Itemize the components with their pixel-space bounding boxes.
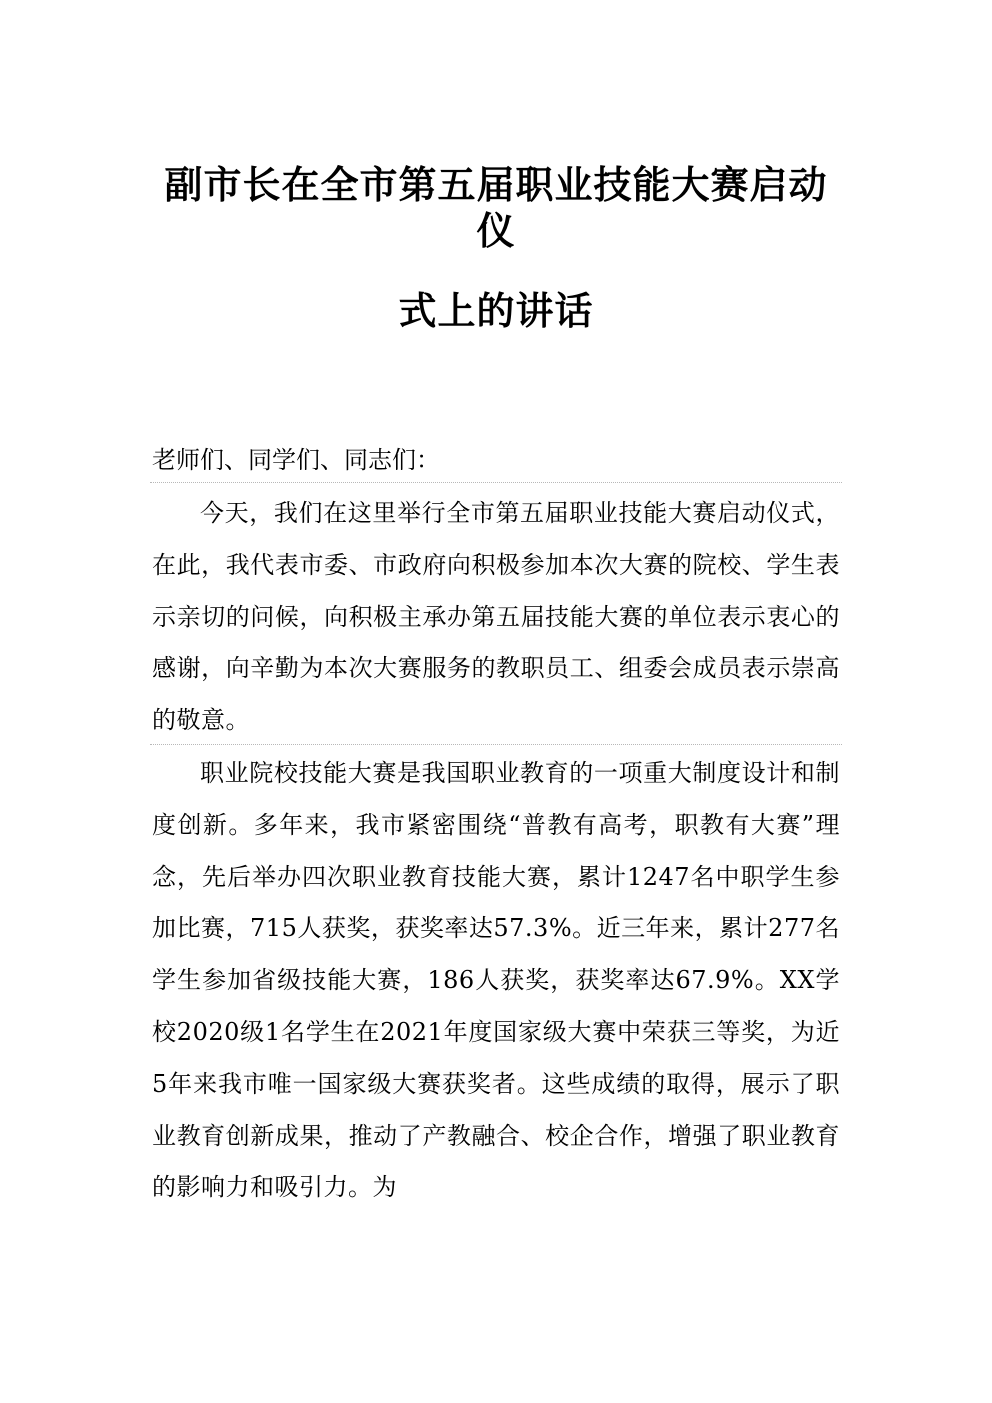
divider bbox=[150, 744, 842, 745]
divider bbox=[150, 482, 842, 483]
salutation: 老师们、同学们、同志们： bbox=[152, 446, 440, 474]
document-title-line-2: 式上的讲话 bbox=[398, 289, 594, 333]
paragraph: 职业院校技能大赛是我国职业教育的一项重大制度设计和制度创新。多年来，我市紧密围绕“普教有高考，职教有大赛”理念，先后举办四次职业教育技能大赛，累计1247名中职学生参加比赛，715人获奖，获奖率达57.3%。近三年来，累计277名学生参加省级技能大赛，186人获奖，获奖率达67.9%。XX学校2020级1名学生在2021年度国家级大赛中荣获三等奖，为近5年来我市唯一国家级大赛获奖者。这些成绩的取得，展示了职业教育创新成果，推动了产教融合、校企合作，增强了职业教育的影响力和吸引力。为 bbox=[152, 759, 840, 1202]
paragraph: 今天，我们在这里举行全市第五届职业技能大赛启动仪式，在此，我代表市委、市政府向积极参加本次大赛的院校、学生表示亲切的问候，向积极主承办第五届技能大赛的单位表示衷心的感谢，向辛勤为本次大赛服务的教职员工、组委会成员表示崇高的敬意。 bbox=[152, 499, 840, 735]
document-title-line-1: 副市长在全市第五届职业技能大赛启动仪 bbox=[164, 163, 828, 253]
